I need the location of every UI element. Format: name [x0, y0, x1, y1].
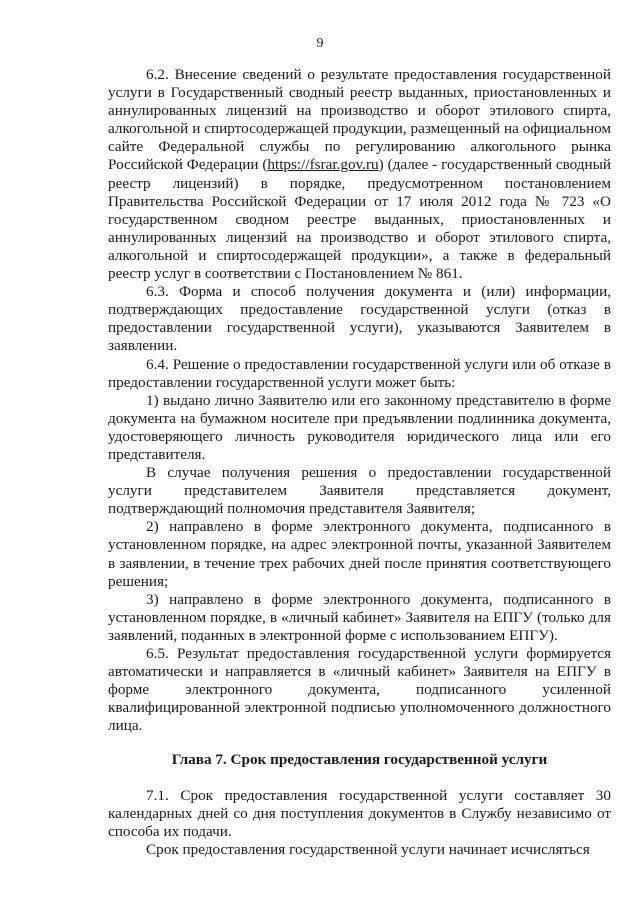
- paragraph-6-4: 6.4. Решение о предоставлении государственной услуги или об отказе в предоставлении государственной услуги может быть:: [108, 355, 611, 391]
- page-number: 9: [316, 36, 324, 51]
- paragraph-7-1: 7.1. Срок предоставления государственной услуги составляет 30 календарных дней со дня поступления документов в Службу независимо от способа их подачи.: [108, 786, 611, 840]
- fsrar-link[interactable]: https://fsrar.gov.ru: [267, 156, 379, 174]
- paragraph-6-3: 6.3. Форма и способ получения документа и (или) информации, подтверждающих предоставление государственной услуги (отказ в предоставлении государственной услуги), указываются Заявителем в заявлении.: [108, 283, 611, 355]
- paragraph-6-4-representative: В случае получения решения о предоставлении государственной услуги представителем Заявителя представляется документ, подтверждающий полномочия представителя Заявителя;: [108, 464, 611, 518]
- paragraph-6-4-item-1: 1) выдано лично Заявителю или его законному представителю в форме документа на бумажном носителе при предъявлении подлинника документа, удостоверяющего личность руководителя юридического лица или его представителя.: [108, 391, 611, 463]
- paragraph-6-2: [108, 66, 611, 283]
- paragraph-6-4-item-2: 2) направлено в форме электронного документа, подписанного в установленном порядке, на адрес электронной почты, указанной Заявителем в заявлении, в течение трех рабочих дней после принятия соответствующего решения;: [108, 518, 611, 590]
- chapter-7-heading: Глава 7. Срок предоставления государственной услуги: [171, 751, 548, 769]
- paragraph-7-1-continuation: Срок предоставления государственной услуги начинает исчисляться: [146, 840, 590, 858]
- paragraph-6-2-text-start: 6.2. Внесение сведений о результате предоставления государственной услуги в Государственный сводный реестр выданных, приостановленных и аннулированных лицензий на производство и оборот этилового спирта, алкогольной и спиртосодержащей продукции, размещенный на официальном сайте Федеральной службы по регулированию алкогольного рынка Российской Федерации (: [108, 66, 611, 174]
- document-body: [108, 66, 611, 859]
- paragraph-6-5: 6.5. Результат предоставления государственной услуги формируется автоматически и направляется в «личный кабинет» Заявителя на ЕПГУ в форме электронного документа, подписанного усиленной квалифицированной электронной подписью уполномоченного должностного лица.: [108, 645, 611, 735]
- paragraph-6-2-text-end: ) (далее - государственный сводный реестр лицензий) в порядке, предусмотренном постановлением Правительства Российской Федерации от 17 июля 2012 года № 723 «О государственном сводном реестре выданных, приостановленных и аннулированных лицензий на производство и оборот этилового спирта, алкогольной и спиртосодержащей продукции», а также в федеральный реестр услуг в соответствии с Постановлением № 861.: [108, 156, 611, 283]
- paragraph-6-4-item-3: 3) направлено в форме электронного документа, подписанного в установленном порядке, в «личный кабинет» Заявителя на ЕПГУ (только для заявлений, поданных в электронной форме с использованием ЕПГУ).: [108, 590, 611, 644]
